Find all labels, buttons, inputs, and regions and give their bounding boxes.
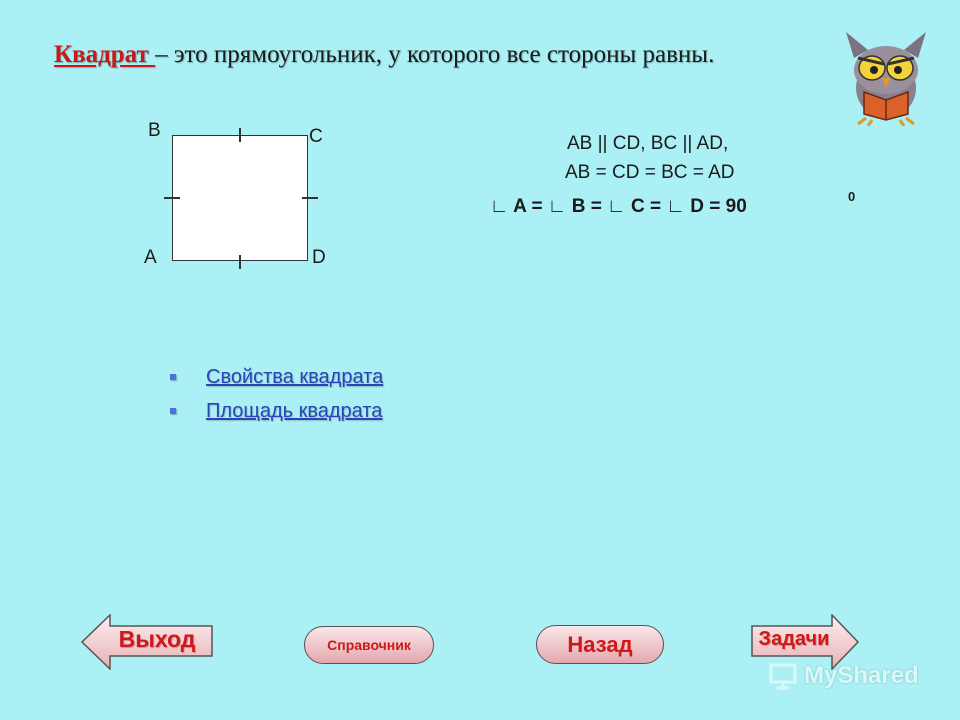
angle-d: D = 90 xyxy=(685,196,747,217)
vertex-label-b: B xyxy=(148,120,161,141)
topic-links xyxy=(170,360,383,428)
tick-right xyxy=(302,197,318,199)
square-figure xyxy=(130,115,350,285)
parallel-relations: AB || CD, BC || AD, xyxy=(567,133,729,154)
term-link-square[interactable]: Квадрат xyxy=(54,41,156,68)
watermark-text: MyShared xyxy=(804,662,919,689)
tick-bottom xyxy=(239,255,241,269)
tasks-label: Задачи xyxy=(758,628,830,650)
angle-relations xyxy=(490,196,747,218)
back-label: Назад xyxy=(567,631,633,657)
list-item xyxy=(170,360,383,394)
reference-button[interactable] xyxy=(304,626,434,664)
back-button[interactable] xyxy=(536,625,664,664)
presentation-board-icon xyxy=(768,661,798,691)
angle-icon: ∟ xyxy=(666,196,685,217)
angle-b: B = xyxy=(566,196,608,217)
definition-text xyxy=(54,40,824,70)
vertex-label-d: D xyxy=(312,247,326,268)
tick-top xyxy=(239,128,241,142)
angle-icon: ∟ xyxy=(607,196,626,217)
list-item xyxy=(170,394,383,428)
vertex-label-c: C xyxy=(309,126,323,147)
bullet-icon xyxy=(170,374,176,380)
angle-c: C = xyxy=(625,196,667,217)
exit-button[interactable] xyxy=(80,614,214,670)
equal-sides-relations: AB = CD = BC = AD xyxy=(565,162,735,183)
degree-superscript: 0 xyxy=(848,189,856,204)
link-square-area[interactable]: Площадь квадрата xyxy=(206,399,383,422)
definition-body: – это прямоугольник, у которого все стороны равны. xyxy=(155,41,715,68)
watermark xyxy=(768,656,928,696)
link-square-properties[interactable]: Свойства квадрата xyxy=(206,365,384,388)
angle-a: A = xyxy=(508,196,548,217)
exit-label: Выход xyxy=(118,626,196,652)
bullet-icon xyxy=(170,408,176,414)
reference-label: Справочник xyxy=(327,637,411,653)
square-shape xyxy=(172,135,308,261)
angle-icon: ∟ xyxy=(490,196,509,217)
owl-reading-icon xyxy=(836,30,936,126)
vertex-label-a: A xyxy=(144,247,157,268)
angle-icon: ∟ xyxy=(547,196,567,217)
tick-left xyxy=(164,197,180,199)
